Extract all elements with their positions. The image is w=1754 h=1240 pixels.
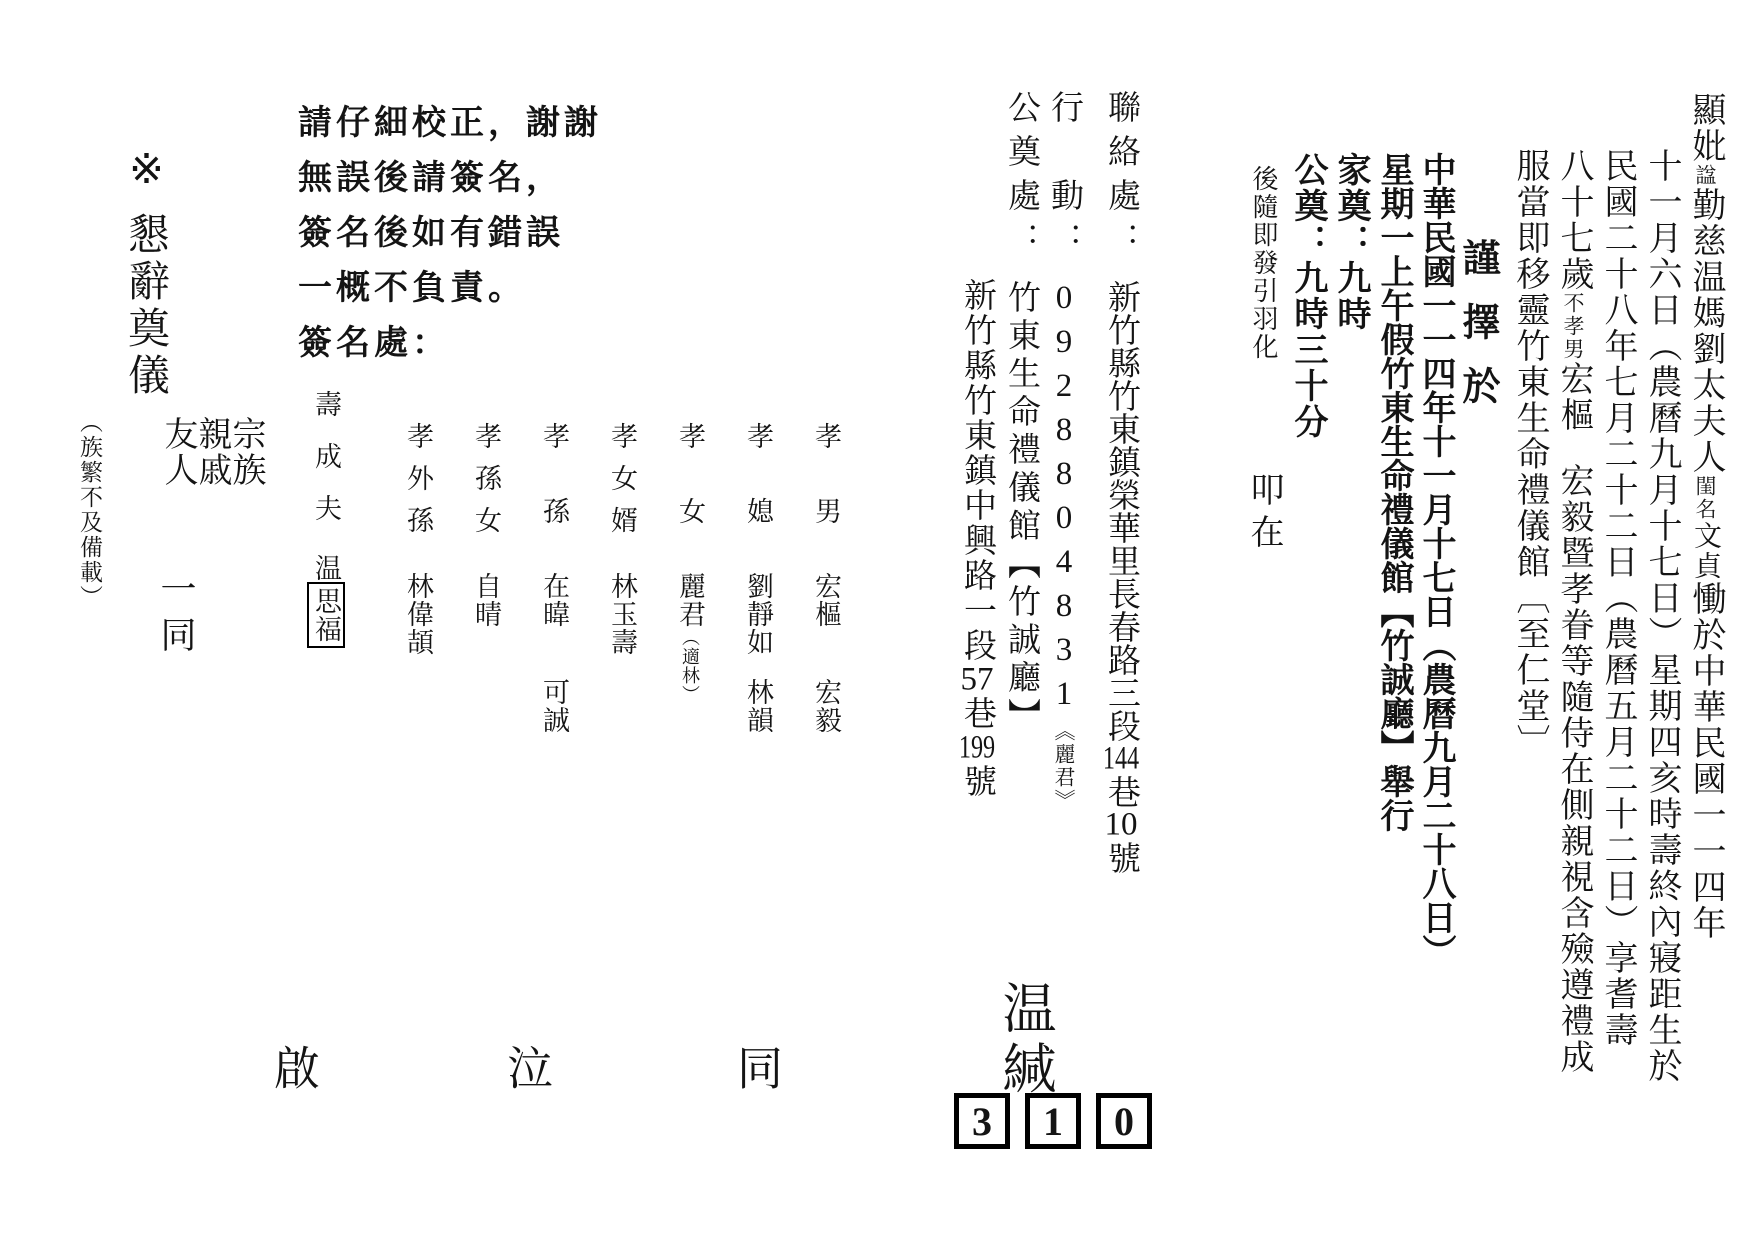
kowtow-text: 叩在 [1245,472,1282,556]
public-rite-line [1290,152,1324,440]
lane-char: 巷 [959,696,995,731]
maiden-name: 文貞 [1690,521,1721,581]
postal-digit-1: 3 [972,1098,992,1144]
family-column-grandsons [540,422,567,734]
deceased-husband-boxed-name: 思福 [307,582,345,648]
group-relatives [194,416,228,488]
mobile-contact-name: 《麗君》 [1052,720,1076,812]
notice-line-2 [1644,148,1678,1084]
public-rite-place-column [1004,90,1037,736]
procession-text: 後隨即發引羽化 [1249,165,1278,361]
relation-label: 孝孫女 [471,422,501,548]
proofread-line-2: 無誤後請簽名， [298,160,564,197]
family-column-maternal-grandsons [404,422,431,656]
clan-note-text: （族繁不及備載） [77,410,102,610]
relation-label: 孝男 [811,422,841,572]
clan-note-column [78,410,101,610]
spacer [1021,266,1022,280]
hao-char: 號 [1103,841,1139,874]
liaison-label: 聯絡處： [1103,90,1139,266]
married-into-note: （適林） [680,628,700,704]
spacer [1121,266,1122,280]
mourner-name: 宏樞 [811,572,841,628]
spacer [758,656,759,678]
mourner-name: 林玉壽 [607,572,637,656]
group-clan [228,416,262,488]
relation-label: 孝女 [675,422,705,572]
death-date-lead: 慟於中華民國一一四年 [1687,581,1724,941]
mobile-number: 0928804831 [1046,280,1082,720]
maiden-name-label: 閨名 [1693,475,1717,521]
mourning-sons-label: 不孝男 [1561,292,1585,361]
son1-name: 宏樞 [1555,361,1592,433]
deceased-prefix: 顯妣 [1687,92,1724,164]
notice-line-5 [1512,148,1546,760]
mourner-name: 宏毅 [811,678,841,734]
family-column-granddaughters [472,422,499,628]
ceremony-venue-text: 星期一上午假竹東生命禮儀館【竹誠廳】舉行 [1375,152,1412,832]
postal-digit-box [954,1093,1010,1149]
kowtow-line [1246,472,1280,556]
family-column-sons-in-law [608,422,635,656]
mobile-label: 行 動： [1046,90,1082,266]
notice-line-1 [1688,92,1722,941]
group-friends [160,416,194,488]
relation-label: 壽成夫 [311,390,341,546]
group-relatives-text: 親戚 [193,416,230,488]
public-rite-address-number-2: 199 [958,731,996,764]
public-rite-address-column [958,278,996,799]
seal-name [995,980,1055,1100]
spacer [145,198,146,212]
mourning-detail: 宏毅暨孝眷等隨侍在側親視含殮遵禮成 [1555,463,1592,1075]
deceased-title-name: 勤慈温媽劉太夫人 [1687,187,1724,475]
mourner-name: 劉靜如 [743,572,773,656]
together-column [158,570,194,662]
liaison-address [1103,280,1139,874]
together-text: 一同 [156,570,196,662]
lane-char: 巷 [1103,775,1139,808]
spacer [1573,433,1574,463]
mourner-name: 林偉頡 [403,572,433,656]
death-date-detail: 十一月六日（農曆九月十七日）星期四亥時壽終內寢距生於 [1643,148,1680,1084]
spacer [554,628,555,678]
posthumous-name-label: 諡 [1693,164,1717,187]
closing-char-qi3 [268,1044,319,1092]
postal-digit-box [1025,1093,1081,1149]
chosen-date-header [1458,238,1496,430]
public-rite-place-name: 竹東生命禮儀館【竹誠廳】 [1003,280,1039,736]
public-rite-address-number-1: 57 [960,663,994,696]
family-column-daughters-in-law [744,422,771,734]
birth-date-detail: 民國二十八年七月二十二日（農曆五月二十二日）享耆壽 [1599,148,1636,1048]
group-clan-text: 宗族 [227,416,264,488]
ceremony-date-text: 中華民國一一四年十一月十七日（農曆九月二十八日） [1417,152,1454,968]
closing-char-text: 同 [731,1044,782,1092]
closing-char-qi [501,1044,552,1092]
postal-code-boxes [954,1093,1167,1149]
spacer [326,546,327,554]
liaison-column [1102,90,1140,874]
chosen-date-header-text: 謹擇於 [1456,238,1498,430]
public-rite-time: 公奠：九時三十分 [1289,152,1326,440]
decline-offerings-column [124,144,166,400]
procession-line [1250,165,1276,361]
liaison-address-number-1: 144 [1102,742,1140,775]
mobile-column [1047,90,1080,812]
ceremony-venue-line [1376,152,1410,832]
age-text: 八十七歲 [1555,148,1592,292]
spacer [418,548,419,572]
relation-label: 孝女婿 [607,422,637,548]
closing-char-text: 啟 [268,1044,319,1092]
public-rite-address-street: 新竹縣竹東鎮中興路一段 [959,278,995,663]
husband-surname: 温 [311,554,341,582]
spacer [486,548,487,572]
mourner-name: 可誠 [539,678,569,734]
closing-char-tong [731,1044,782,1092]
relation-label: 孝孫 [539,422,569,572]
notice-line-3 [1600,148,1634,1048]
mourner-name: 林韻 [743,678,773,734]
mourner-name: 在暐 [539,572,569,628]
proofread-line-4: 一概不負責。 [298,270,526,307]
hao-char: 號 [959,764,995,799]
family-column-sons [812,422,839,734]
public-rite-place-label: 公奠處： [1003,90,1039,266]
postal-digit-3: 0 [1114,1098,1134,1144]
mourner-name: 麗君 [675,572,705,628]
postal-digit-box [1096,1093,1152,1149]
family-column-daughters [676,422,703,704]
proofread-line-1: 請仔細校正，謝謝 [298,105,602,142]
family-rite-time: 家奠：九時 [1332,152,1369,332]
ceremony-date-line [1418,152,1452,968]
reference-mark: ※ [122,144,168,198]
spacer [622,548,623,572]
funeral-hall-move-text: 服當即移靈竹東生命禮儀館〔至仁堂〕 [1511,148,1548,760]
relation-label: 孝媳 [743,422,773,572]
closing-char-text: 泣 [501,1044,552,1092]
liaison-address-number-2: 10 [1104,808,1138,841]
relation-label: 孝外孫 [403,422,433,548]
liaison-address-street: 新竹縣竹東鎮榮華里長春路三段 [1103,280,1139,742]
group-friends-text: 友人 [159,416,196,488]
seal-name-text: 温緘 [995,980,1055,1100]
postal-digit-2: 1 [1043,1098,1063,1144]
family-rite-line [1333,152,1367,332]
spacer [1064,266,1065,280]
spacer [826,628,827,678]
mourner-name: 自晴 [471,572,501,628]
notice-line-4 [1556,148,1590,1075]
signature-area-label: 簽名處： [298,325,450,362]
proofread-note [298,96,602,371]
decline-offerings-text: 懇辭奠儀 [122,212,168,400]
proofread-line-3: 簽名後如有錯誤 [298,215,564,252]
family-column-husband [312,390,339,648]
